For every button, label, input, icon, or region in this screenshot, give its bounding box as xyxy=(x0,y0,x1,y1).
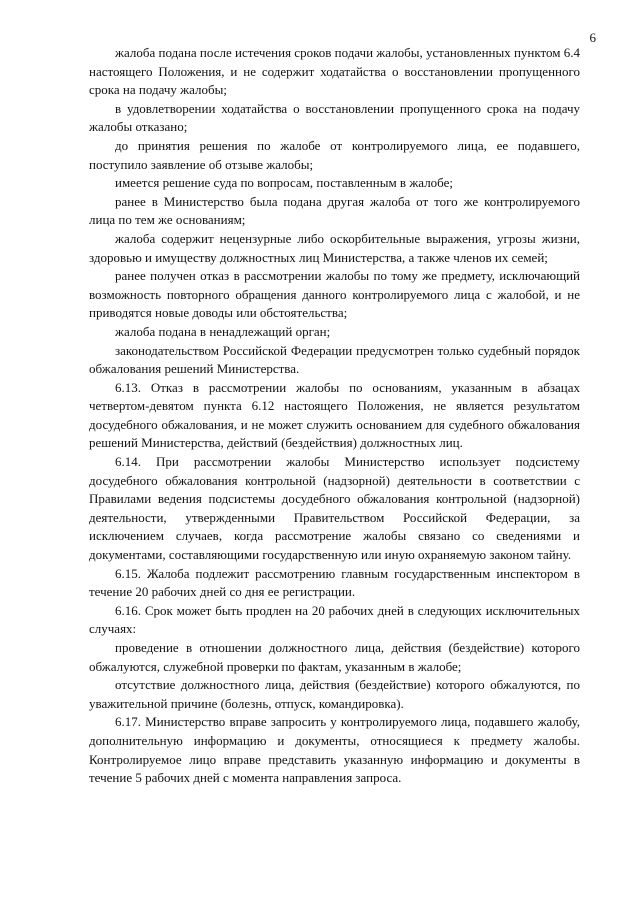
page-number: 6 xyxy=(589,30,596,45)
paragraph-section-6-15: 6.15. Жалоба подлежит рассмотрению главным государственным инспектором в течение 20 рабочих дней со дня ее регистрации. xyxy=(89,565,580,600)
paragraph-clause-offensive-language: жалоба содержит нецензурные либо оскорбительные выражения, угрозы жизни, здоровью и имуществу должностных лиц Министерства, а также членов их семей; xyxy=(89,230,580,265)
paragraph-clause-wrong-authority: жалоба подана в ненадлежащий орган; xyxy=(115,323,331,339)
paragraph-clause-prior-refusal: ранее получен отказ в рассмотрении жалобы по тому же предмету, исключающий возможность повторного обращения данного контролируемого лица с жалобой, и не приводятся новые доводы или обстоятельства; xyxy=(89,268,580,321)
paragraph-section-6-16: 6.16. Срок может быть продлен на 20 рабочих дней в следующих исключительных случаях: xyxy=(89,602,580,637)
paragraph-clause-court-decision: имеется решение суда по вопросам, поставленным в жалобе; xyxy=(115,175,453,191)
document-body xyxy=(89,44,580,788)
paragraph-section-6-17: 6.17. Министерство вправе запросить у контролируемого лица, подавшего жалобу, дополнительную информацию и документы, относящиеся к предмету жалобы. Контролируемое лицо вправе представить указанную информацию и документы в течение 5 рабочих дней с момента направления запроса. xyxy=(89,714,580,786)
paragraph-clause-official-inspection: проведение в отношении должностного лица, действия (бездействие) которого обжалуются, служебной проверки по фактам, указанным в жалобе; xyxy=(89,640,580,674)
paragraph-clause-duplicate-complaint: ранее в Министерство была подана другая жалоба от того же контролируемого лица по тем же основаниям; xyxy=(89,193,580,228)
paragraph-clause-official-absence: отсутствие должностного лица, действия (бездействие) которого обжалуются, по уважительной причине (болезнь, отпуск, командировка). xyxy=(89,677,580,711)
paragraph-section-6-13: 6.13. Отказ в рассмотрении жалобы по основаниям, указанным в абзацах четвертом-девятом пункта 6.12 настоящего Положения, не является результатом досудебного обжалования, и не может служить основанием для судебного обжалования решений Министерства, действий (бездействия) должностных лиц. xyxy=(89,379,580,451)
paragraph-section-6-14: 6.14. При рассмотрении жалобы Министерство использует подсистему досудебного обжалования контрольной (надзорной) деятельности в соответствии с Правилами ведения подсистемы досудебного обжалования контрольной (надзорной) деятельности, утвержденными Правительством Российской Федерации, за исключением случаев, когда рассмотрение жалобы связано со сведениями и документами, составляющими государственную или иную охраняемую законом тайну. xyxy=(89,454,580,563)
paragraph-clause-late-filing: жалоба подана после истечения сроков подачи жалобы, установленных пунктом 6.4 настоящего Положения, и не содержит ходатайства о восстановлении пропущенного срока на подачу жалобы; xyxy=(89,45,581,98)
paragraph-clause-judicial-only: законодательством Российской Федерации предусмотрен только судебный порядок обжалования решений Министерства. xyxy=(89,342,580,377)
paragraph-clause-restoration-denied: в удовлетворении ходатайства о восстановлении пропущенного срока на подачу жалобы отказано; xyxy=(89,100,580,135)
paragraph-clause-withdrawal: до принятия решения по жалобе от контролируемого лица, ее подавшего, поступило заявление об отзыве жалобы; xyxy=(89,137,580,172)
